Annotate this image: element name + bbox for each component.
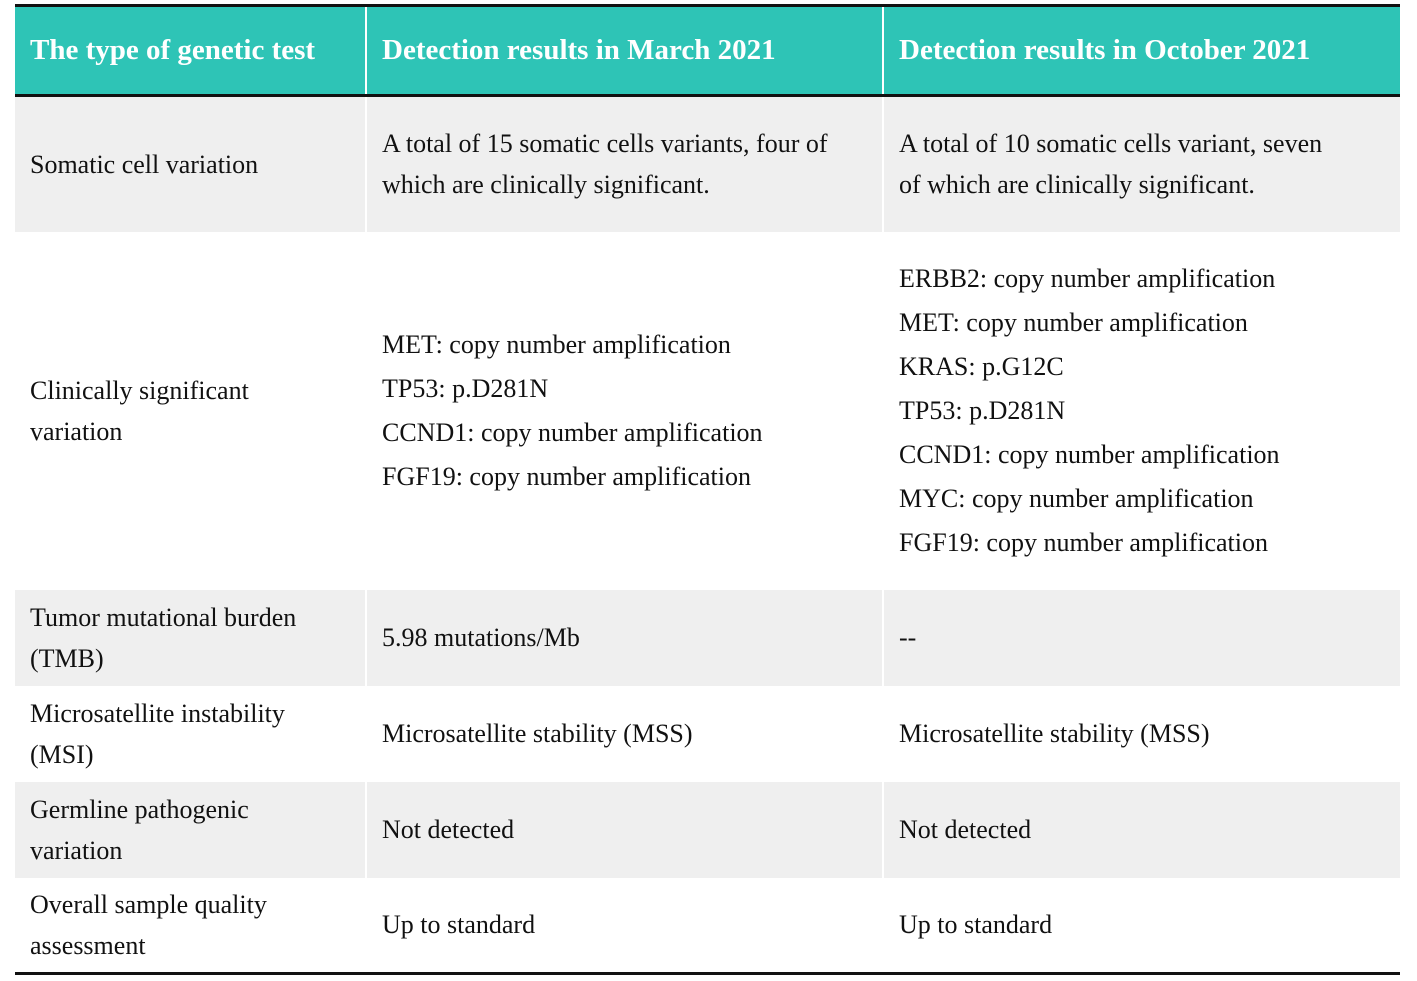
- october-gene-item: ERBB2: copy number amplification: [899, 263, 1276, 293]
- october-cell: [883, 232, 1400, 590]
- march-cell: [366, 686, 883, 782]
- october-cell: [883, 686, 1400, 782]
- table-row-msi: [15, 686, 1400, 782]
- row-label-line: Somatic cell variation: [30, 149, 259, 179]
- march-cell: [366, 590, 883, 686]
- october-gene-item: MET: copy number amplification: [899, 307, 1248, 337]
- march-gene-item: FGF19: copy number amplification: [382, 461, 752, 491]
- october-text-line: Up to standard: [899, 910, 1053, 940]
- october-gene-item: MYC: copy number amplification: [899, 483, 1254, 513]
- genetic-test-results-table: [15, 4, 1400, 975]
- row-label-line: Microsatellite instability: [30, 698, 285, 728]
- october-gene-item: TP53: p.D281N: [899, 395, 1066, 425]
- october-gene-item: CCND1: copy number amplification: [899, 439, 1280, 469]
- october-gene-item: FGF19: copy number amplification: [899, 527, 1269, 557]
- march-cell: [366, 232, 883, 590]
- header-march-2021: Detection results in March 2021: [366, 6, 883, 96]
- march-cell: [366, 782, 883, 878]
- october-cell: [883, 590, 1400, 686]
- table-row-clinical-variation: [15, 232, 1400, 590]
- march-text-line: which are clinically significant.: [382, 170, 710, 200]
- genetic-test-table-container: [15, 4, 1400, 975]
- row-label-line: assessment: [30, 930, 146, 960]
- october-text-line: Not detected: [899, 815, 1032, 844]
- header-test-type: The type of genetic test: [15, 6, 366, 96]
- row-label: [15, 686, 366, 782]
- row-label: [15, 232, 366, 590]
- row-label: [15, 96, 366, 232]
- march-text-line: Up to standard: [382, 910, 536, 940]
- march-gene-item: TP53: p.D281N: [382, 373, 549, 403]
- row-label-line: (TMB): [30, 643, 104, 673]
- row-label-line: variation: [30, 416, 123, 446]
- october-text-line: Microsatellite stability (MSS): [899, 719, 1210, 748]
- table-header-row: [15, 6, 1400, 96]
- october-gene-item: KRAS: p.G12C: [899, 351, 1064, 381]
- march-cell: [366, 96, 883, 232]
- october-cell: [883, 878, 1400, 974]
- row-label: [15, 590, 366, 686]
- row-label-line: Clinically significant: [30, 375, 249, 405]
- table-row-sample-quality: [15, 878, 1400, 974]
- march-gene-item: MET: copy number amplification: [382, 329, 731, 359]
- march-text-line: Not detected: [382, 815, 515, 844]
- march-gene-item: CCND1: copy number amplification: [382, 417, 763, 447]
- march-text-line: A total of 15 somatic cells variants, four of: [382, 129, 828, 159]
- row-label-line: Tumor mutational burden: [30, 602, 297, 632]
- row-label-line: (MSI): [30, 739, 94, 769]
- october-text-line: --: [899, 623, 917, 652]
- row-label-line: Germline pathogenic: [30, 794, 249, 824]
- october-text-line: of which are clinically significant.: [899, 170, 1255, 200]
- march-text-line: Microsatellite stability (MSS): [382, 719, 693, 748]
- october-text-line: A total of 10 somatic cells variant, seven: [899, 129, 1323, 159]
- table-row-tmb: [15, 590, 1400, 686]
- table-row-somatic-variation: [15, 96, 1400, 232]
- march-text-line: 5.98 mutations/Mb: [382, 623, 580, 652]
- header-october-2021: Detection results in October 2021: [883, 6, 1400, 96]
- row-label-line: variation: [30, 835, 123, 865]
- row-label: [15, 782, 366, 878]
- october-cell: [883, 96, 1400, 232]
- october-cell: [883, 782, 1400, 878]
- table-row-germline: [15, 782, 1400, 878]
- row-label-line: Overall sample quality: [30, 889, 267, 919]
- march-cell: [366, 878, 883, 974]
- row-label: [15, 878, 366, 974]
